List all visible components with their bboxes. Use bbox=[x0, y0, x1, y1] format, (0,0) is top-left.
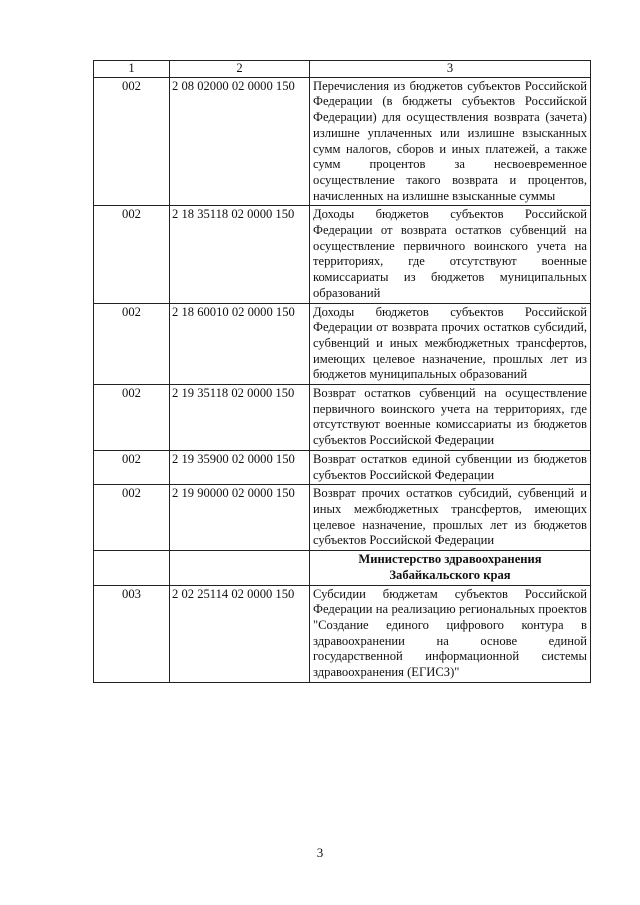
table-row bbox=[94, 585, 591, 682]
page-number: 3 bbox=[316, 845, 324, 860]
table-row bbox=[94, 77, 591, 206]
table-row bbox=[94, 303, 591, 385]
empty-cell bbox=[94, 551, 170, 585]
income-code-cell: 2 18 35118 02 0000 150 bbox=[170, 206, 310, 303]
admin-code-cell: 002 bbox=[94, 485, 170, 551]
section-title: Министерство здравоохранения Забайкальского края bbox=[310, 551, 591, 585]
description-cell: Перечисления из бюджетов субъектов Российской Федерации (в бюджеты субъектов Российской Федерации) для осуществления возврата (зачета) излишне уплаченных или излишне взысканных сумм налогов, сборов и иных платежей, а также сумм процентов за несвоевременное осуществление такого возврата и процентов, начисленных на излишне взысканные суммы bbox=[310, 77, 591, 206]
description-cell: Возврат прочих остатков субсидий, субвенций и иных межбюджетных трансфертов, имеющих целевое назначение, прошлых лет из бюджетов субъектов Российской Федерации bbox=[310, 485, 591, 551]
table-row bbox=[94, 485, 591, 551]
income-code-cell: 2 19 35118 02 0000 150 bbox=[170, 385, 310, 451]
header-col-1: 1 bbox=[94, 61, 170, 78]
header-col-2: 2 bbox=[170, 61, 310, 78]
empty-cell bbox=[170, 551, 310, 585]
admin-code-cell: 002 bbox=[94, 77, 170, 206]
income-code-cell: 2 18 60010 02 0000 150 bbox=[170, 303, 310, 385]
income-code-cell: 2 08 02000 02 0000 150 bbox=[170, 77, 310, 206]
description-cell: Возврат остатков единой субвенции из бюджетов субъектов Российской Федерации bbox=[310, 450, 591, 484]
admin-code-cell: 002 bbox=[94, 450, 170, 484]
description-cell: Субсидии бюджетам субъектов Российской Федерации на реализацию региональных проектов "Создание единого цифрового контура в здравоохранении на основе единой государственной информационной системы здравоохранения (ЕГИСЗ)" bbox=[310, 585, 591, 682]
admin-code-cell: 002 bbox=[94, 303, 170, 385]
description-cell: Доходы бюджетов субъектов Российской Федерации от возврата прочих остатков субсидий, субвенций и иных межбюджетных трансфертов, имеющих целевое назначение, прошлых лет из бюджетов муниципальных образований bbox=[310, 303, 591, 385]
table-row bbox=[94, 385, 591, 451]
table-header-row bbox=[94, 61, 591, 78]
section-row bbox=[94, 551, 591, 585]
description-cell: Возврат остатков субвенций на осуществление первичного воинского учета на территориях, где отсутствуют военные комиссариаты из бюджетов субъектов Российской Федерации bbox=[310, 385, 591, 451]
table-row bbox=[94, 206, 591, 303]
description-cell: Доходы бюджетов субъектов Российской Федерации от возврата остатков субвенций на осуществление первичного воинского учета на территориях, где отсутствуют военные комиссариаты из бюджетов муниципальных образований bbox=[310, 206, 591, 303]
table-body bbox=[94, 61, 591, 683]
table-row bbox=[94, 450, 591, 484]
income-code-cell: 2 19 90000 02 0000 150 bbox=[170, 485, 310, 551]
header-col-3: 3 bbox=[310, 61, 591, 78]
income-code-cell: 2 02 25114 02 0000 150 bbox=[170, 585, 310, 682]
admin-code-cell: 002 bbox=[94, 206, 170, 303]
income-code-cell: 2 19 35900 02 0000 150 bbox=[170, 450, 310, 484]
income-codes-table bbox=[93, 60, 591, 683]
admin-code-cell: 002 bbox=[94, 385, 170, 451]
admin-code-cell: 003 bbox=[94, 585, 170, 682]
